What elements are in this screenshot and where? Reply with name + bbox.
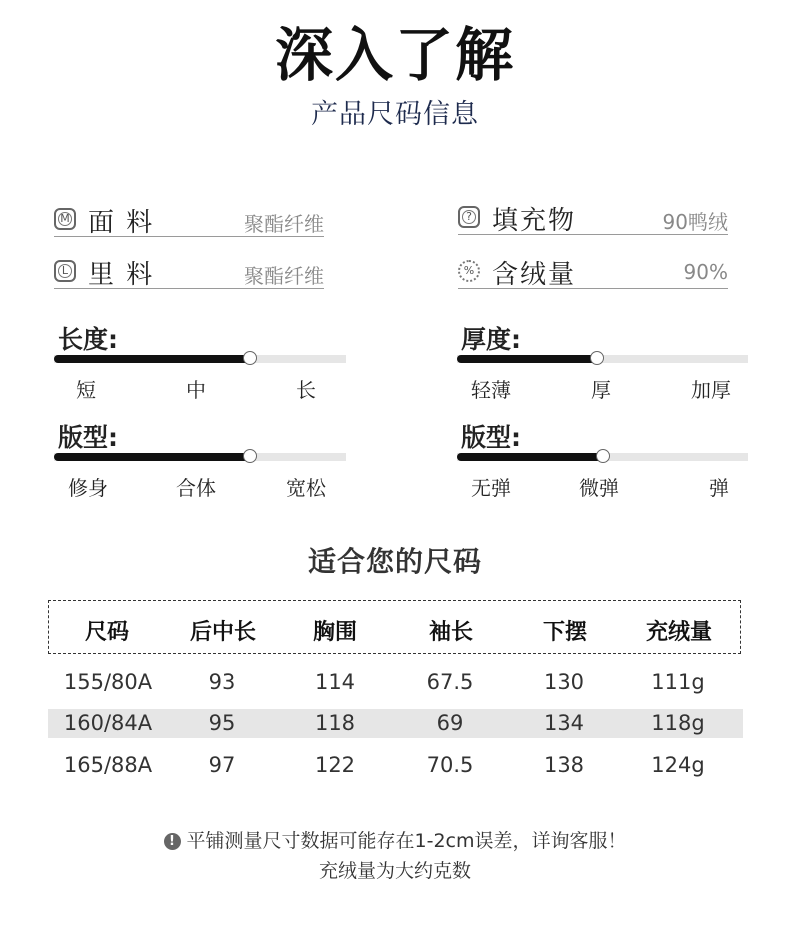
m-icon: M <box>54 208 76 230</box>
table-row <box>48 711 743 739</box>
page-subtitle: 产品尺码信息 <box>311 99 479 130</box>
attr-lining <box>54 254 324 289</box>
table-cell: 155/80A <box>63 670 153 694</box>
tick-label: 厚 <box>591 378 611 402</box>
column-header: 尺码 <box>84 620 129 645</box>
tick-label: 微弹 <box>579 476 619 500</box>
attr-fabric <box>54 202 324 237</box>
table-cell: 69 <box>436 711 464 735</box>
table-row <box>48 753 743 781</box>
table-cell: 138 <box>543 753 585 777</box>
table-cell: 118g <box>651 711 705 735</box>
attr-value-filling: 90鸭绒 <box>662 210 728 234</box>
table-cell: 122 <box>314 753 356 777</box>
attr-filling <box>458 200 728 235</box>
slider-fill <box>457 453 603 461</box>
tick-label: 宽松 <box>286 476 326 500</box>
warning-icon: ! <box>164 833 181 850</box>
slider-scale-thickness <box>457 374 748 400</box>
slider-fit <box>54 453 346 461</box>
tick-label: 弹 <box>709 476 729 500</box>
slider-fill <box>54 355 250 363</box>
tick-label: 修身 <box>68 476 108 500</box>
column-header: 胸围 <box>312 620 357 645</box>
table-cell: 70.5 <box>426 753 474 777</box>
table-cell: 95 <box>208 711 236 735</box>
down-note: 充绒量为大约克数 <box>318 860 471 882</box>
table-cell: 114 <box>314 670 356 694</box>
note-text: 平铺测量尺寸数据可能存在1-2cm误差，详询客服！ <box>186 830 627 852</box>
slider-scale-length <box>54 374 346 400</box>
tick-label: 轻薄 <box>471 378 511 402</box>
table-cell: 118 <box>314 711 356 735</box>
attr-label-down: 含绒量 <box>492 260 577 290</box>
tick-label: 短 <box>76 378 96 402</box>
size-table-header <box>48 600 741 654</box>
attr-down-content <box>458 254 728 289</box>
table-cell: 93 <box>208 670 236 694</box>
table-row <box>48 670 743 698</box>
slider-thickness <box>457 355 748 363</box>
attr-value-fabric: 聚酯纤维 <box>244 212 324 236</box>
attr-label-fabric: 面 料 <box>88 208 155 238</box>
percent-gauge-icon: % <box>458 260 480 282</box>
column-header: 下摆 <box>542 620 587 645</box>
attr-label-filling: 填充物 <box>492 206 577 236</box>
column-header: 充绒量 <box>645 620 712 645</box>
slider-knob <box>243 351 257 365</box>
table-cell: 130 <box>543 670 585 694</box>
tick-label: 中 <box>186 378 206 402</box>
slider-label-thickness: 厚度: <box>461 325 521 354</box>
column-header: 后中长 <box>189 620 256 645</box>
table-cell: 97 <box>208 753 236 777</box>
table-cell: 67.5 <box>426 670 474 694</box>
slider-elasticity <box>457 453 748 461</box>
measurement-note <box>0 826 790 853</box>
slider-label-length: 长度: <box>58 325 118 354</box>
slider-label-fit: 版型: <box>58 423 118 452</box>
slider-scale-elasticity <box>457 472 748 498</box>
tick-label: 合体 <box>176 476 216 500</box>
slider-knob <box>243 449 257 463</box>
table-cell: 124g <box>651 753 705 777</box>
slider-fill <box>54 453 250 461</box>
attr-value-down: 90% <box>683 260 728 284</box>
tick-label: 无弹 <box>471 476 511 500</box>
attr-value-lining: 聚酯纤维 <box>244 264 324 288</box>
table-cell: 165/88A <box>63 753 153 777</box>
slider-knob <box>590 351 604 365</box>
size-section-title: 适合您的尺码 <box>307 545 482 578</box>
slider-fill <box>457 355 597 363</box>
slider-label-elasticity: 版型: <box>461 423 521 452</box>
slider-scale-fit <box>54 472 346 498</box>
slider-length <box>54 355 346 363</box>
tick-label: 长 <box>296 378 316 402</box>
question-icon: ? <box>458 206 480 228</box>
attr-label-lining: 里 料 <box>88 260 155 290</box>
table-cell: 134 <box>543 711 585 735</box>
l-icon: L <box>54 260 76 282</box>
slider-knob <box>596 449 610 463</box>
table-cell: 160/84A <box>63 711 153 735</box>
page-title: 深入了解 <box>274 21 515 89</box>
column-header: 袖长 <box>428 620 473 645</box>
table-cell: 111g <box>651 670 705 694</box>
tick-label: 加厚 <box>691 378 731 402</box>
